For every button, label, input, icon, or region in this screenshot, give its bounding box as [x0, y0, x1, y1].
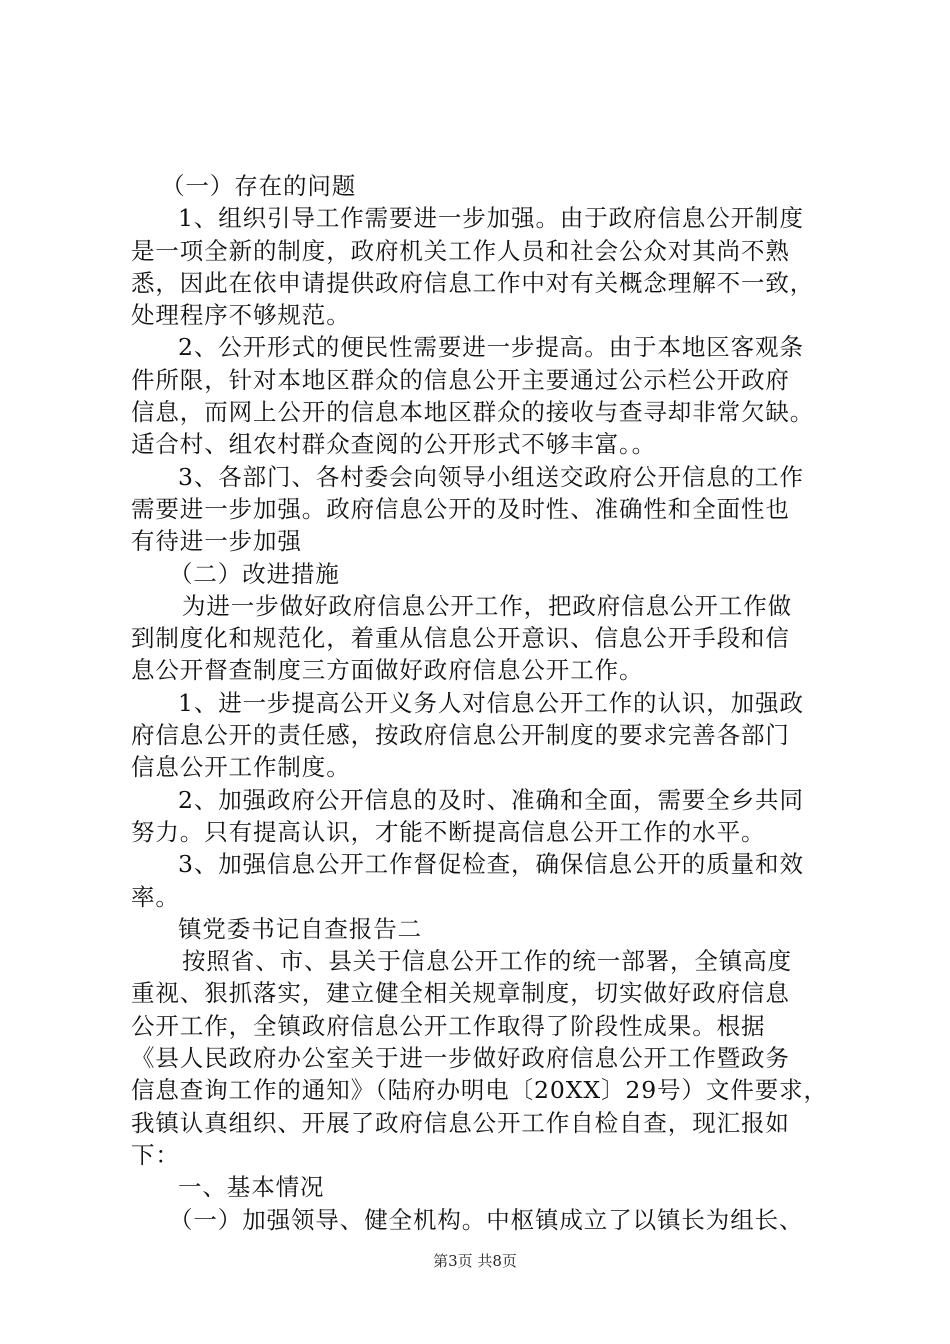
text-line: 率。: [131, 882, 180, 911]
text-line: 府信息公开的责任感，按政府信息公开制度的要求完善各部门: [131, 721, 790, 750]
text-line: 信息，而网上公开的信息本地区群众的接收与查寻却非常欠缺。: [131, 398, 815, 427]
text-line: 下：: [131, 1140, 180, 1169]
text-line: 为进一步做好政府信息公开工作，把政府信息公开工作做: [182, 591, 792, 620]
text-line: 按照省、市、县关于信息公开工作的统一部署，全镇高度: [182, 947, 792, 976]
text-line: 《县人民政府办公室关于进一步做好政府信息公开工作暨政务: [131, 1044, 790, 1073]
text-line: 信息查询工作的通知》（陆府办明电〔20XX〕29号）文件要求，: [131, 1076, 828, 1105]
text-line: 公开工作，全镇政府信息公开工作取得了阶段性成果。根据: [131, 1011, 766, 1040]
text-line: 件所限，针对本地区群众的信息公开主要通过公示栏公开政府: [131, 365, 790, 394]
page-footer: 第3页 共8页: [433, 1252, 517, 1270]
text-line: 一、基本情况: [178, 1173, 325, 1202]
text-line: 我镇认真组织、开展了政府信息公开工作自检自查，现汇报如: [131, 1108, 790, 1137]
text-line: （一）加强领导、健全机构。中枢镇成立了以镇长为组长、: [169, 1205, 804, 1234]
text-line: （一）存在的问题: [161, 172, 357, 200]
text-line: 1、进一步提高公开义务人对信息公开工作的认识，加强政: [178, 688, 804, 717]
text-line: 2、加强政府公开信息的及时、准确和全面，需要全乡共同: [178, 785, 804, 814]
text-line: 是一项全新的制度，政府机关工作人员和社会公众对其尚不熟: [131, 236, 790, 265]
text-line: 镇党委书记自查报告二: [178, 914, 422, 943]
text-line: 重视、狠抓落实，建立健全相关规章制度，切实做好政府信息: [131, 979, 790, 1008]
text-line: 适合村、组农村群众查阅的公开形式不够丰富。。: [131, 430, 657, 459]
text-line: 3、各部门、各村委会向领导小组送交政府公开信息的工作: [178, 462, 804, 491]
text-line: 1、组织引导工作需要进一步加强。由于政府信息公开制度: [178, 204, 804, 233]
text-line: （二）改进措施: [169, 559, 340, 588]
text-line: 3、加强信息公开工作督促检查，确保信息公开的质量和效: [178, 850, 804, 879]
text-line: 努力。只有提高认识，才能不断提高信息公开工作的水平。: [131, 817, 766, 846]
text-line: 信息公开工作制度。: [131, 753, 351, 782]
document-body: [131, 170, 831, 1236]
text-line: 处理程序不够规范。: [131, 301, 351, 330]
text-line: 息公开督查制度三方面做好政府信息公开工作。: [131, 656, 644, 685]
text-line: 有待进一步加强: [131, 527, 302, 556]
text-line: 需要进一步加强。政府信息公开的及时性、准确性和全面性也: [131, 494, 790, 523]
text-line: 2、公开形式的便民性需要进一步提高。由于本地区客观条: [178, 333, 804, 362]
text-line: 悉，因此在依申请提供政府信息工作中对有关概念理解不一致，: [131, 268, 815, 297]
text-line: 到制度化和规范化，着重从信息公开意识、信息公开手段和信: [131, 624, 790, 653]
